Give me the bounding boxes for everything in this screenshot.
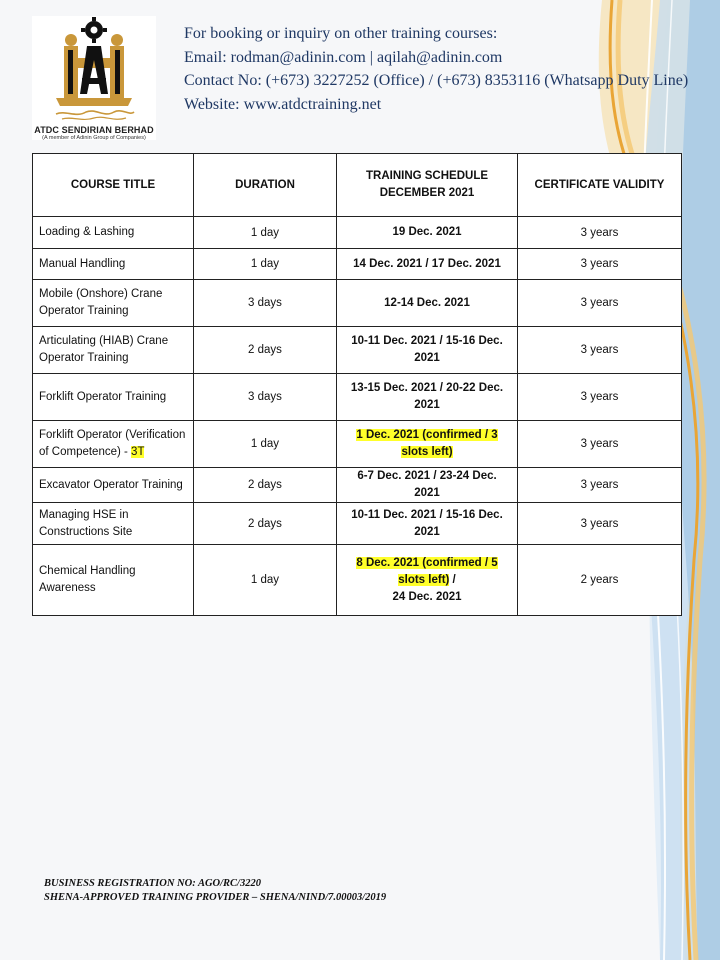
- header-certificate-validity: CERTIFICATE VALIDITY: [518, 154, 682, 217]
- schedule-cell: [337, 503, 518, 545]
- business-registration: BUSINESS REGISTRATION NO: AGO/RC/3220: [44, 878, 261, 889]
- duration-cell: 3 days: [194, 280, 337, 327]
- schedule-text-after: 24 Dec. 2021: [392, 590, 462, 603]
- table-row: [33, 249, 682, 280]
- schedule-text: 19 Dec. 2021: [392, 226, 462, 238]
- validity-cell: 3 years: [518, 217, 682, 249]
- atdc-logo-emblem-icon: [42, 16, 146, 124]
- validity-cell: 3 years: [518, 503, 682, 545]
- course-title: Chemical Handling Awareness: [39, 565, 136, 594]
- validity-cell: 3 years: [518, 468, 682, 503]
- duration-cell: 1 day: [194, 545, 337, 616]
- duration-cell: 2 days: [194, 468, 337, 503]
- contact-block: [184, 22, 688, 116]
- header-training-schedule: [337, 154, 518, 217]
- table-row: [33, 374, 682, 421]
- header-schedule-line1: TRAINING SCHEDULE: [365, 170, 489, 182]
- training-schedule-table: [32, 153, 682, 616]
- schedule-text: 13-15 Dec. 2021 / 20-22 Dec. 2021: [350, 382, 504, 411]
- course-title-cell: [33, 545, 194, 616]
- company-logo: [32, 16, 156, 140]
- course-title-cell: [33, 503, 194, 545]
- table-header-row: [33, 154, 682, 217]
- duration-cell: 2 days: [194, 327, 337, 374]
- schedule-cell: [337, 545, 518, 616]
- course-title-cell: [33, 421, 194, 468]
- schedule-highlight: 1 Dec. 2021 (confirmed / 3 slots left): [356, 429, 498, 458]
- contact-phone: Contact No: (+673) 3227252 (Office) / (+673) 8353116 (Whatsapp Duty Line): [184, 72, 689, 89]
- course-title: Forklift Operator (Verification of Competence) -: [39, 429, 186, 458]
- contact-email[interactable]: Email: rodman@adinin.com | aqilah@adinin.com: [184, 48, 503, 66]
- schedule-text: 14 Dec. 2021 / 17 Dec. 2021: [353, 257, 501, 270]
- course-title-highlight: 3T: [131, 446, 145, 458]
- schedule-text: 10-11 Dec. 2021 / 15-16 Dec. 2021: [351, 335, 503, 364]
- table-row: [33, 545, 682, 616]
- schedule-cell: [337, 249, 518, 280]
- schedule-text: 12-14 Dec. 2021: [384, 296, 470, 309]
- duration-cell: 1 day: [194, 217, 337, 249]
- course-title-cell: [33, 468, 194, 503]
- schedule-cell: [337, 374, 518, 421]
- schedule-text: /: [449, 573, 456, 586]
- contact-website[interactable]: Website: www.atdctraining.net: [184, 95, 382, 113]
- header-duration: DURATION: [194, 154, 337, 217]
- course-title-cell: [33, 217, 194, 249]
- course-title: Forklift Operator Training: [39, 390, 167, 403]
- course-title-cell: [33, 280, 194, 327]
- duration-cell: 3 days: [194, 374, 337, 421]
- schedule-cell: [337, 217, 518, 249]
- duration-cell: 1 day: [194, 421, 337, 468]
- course-title-cell: [33, 249, 194, 280]
- validity-cell: 3 years: [518, 374, 682, 421]
- table-row: [33, 468, 682, 503]
- shena-approval: SHENA-APPROVED TRAINING PROVIDER – SHENA/NIND/7.00003/2019: [44, 891, 387, 903]
- header-course-title: COURSE TITLE: [33, 154, 194, 217]
- duration-cell: 1 day: [194, 249, 337, 280]
- course-title: Loading & Lashing: [39, 226, 135, 238]
- schedule-cell: [337, 327, 518, 374]
- validity-cell: 3 years: [518, 249, 682, 280]
- schedule-highlight: 8 Dec. 2021 (confirmed / 5 slots left): [356, 556, 498, 586]
- table-row: [33, 503, 682, 545]
- validity-cell: 3 years: [518, 280, 682, 327]
- course-title: Managing HSE in Constructions Site: [39, 508, 133, 538]
- course-title-cell: [33, 374, 194, 421]
- validity-cell: 3 years: [518, 327, 682, 374]
- course-title: Mobile (Onshore) Crane Operator Training: [39, 288, 163, 317]
- schedule-cell: [337, 468, 518, 503]
- table-row: [33, 327, 682, 374]
- footer: [44, 877, 386, 904]
- validity-cell: 2 years: [518, 545, 682, 616]
- table-row: [33, 421, 682, 468]
- table-row: [33, 217, 682, 249]
- schedule-cell: [337, 280, 518, 327]
- course-title-cell: [33, 327, 194, 374]
- course-title: Articulating (HIAB) Crane Operator Training: [39, 335, 169, 364]
- contact-intro: For booking or inquiry on other training courses:: [184, 25, 498, 42]
- company-name: ATDC SENDIRIAN BERHAD: [34, 125, 154, 135]
- company-tagline: (A member of Adinin Group of Companies): [42, 135, 146, 141]
- schedule-text: 10-11 Dec. 2021 / 15-16 Dec. 2021: [351, 508, 503, 538]
- duration-cell: 2 days: [194, 503, 337, 545]
- table-row: [33, 280, 682, 327]
- header-schedule-line2: DECEMBER 2021: [379, 187, 475, 199]
- course-title: Excavator Operator Training: [39, 478, 183, 491]
- course-title: Manual Handling: [39, 257, 126, 270]
- schedule-cell: [337, 421, 518, 468]
- schedule-text: 6-7 Dec. 2021 / 23-24 Dec. 2021: [357, 470, 497, 499]
- validity-cell: 3 years: [518, 421, 682, 468]
